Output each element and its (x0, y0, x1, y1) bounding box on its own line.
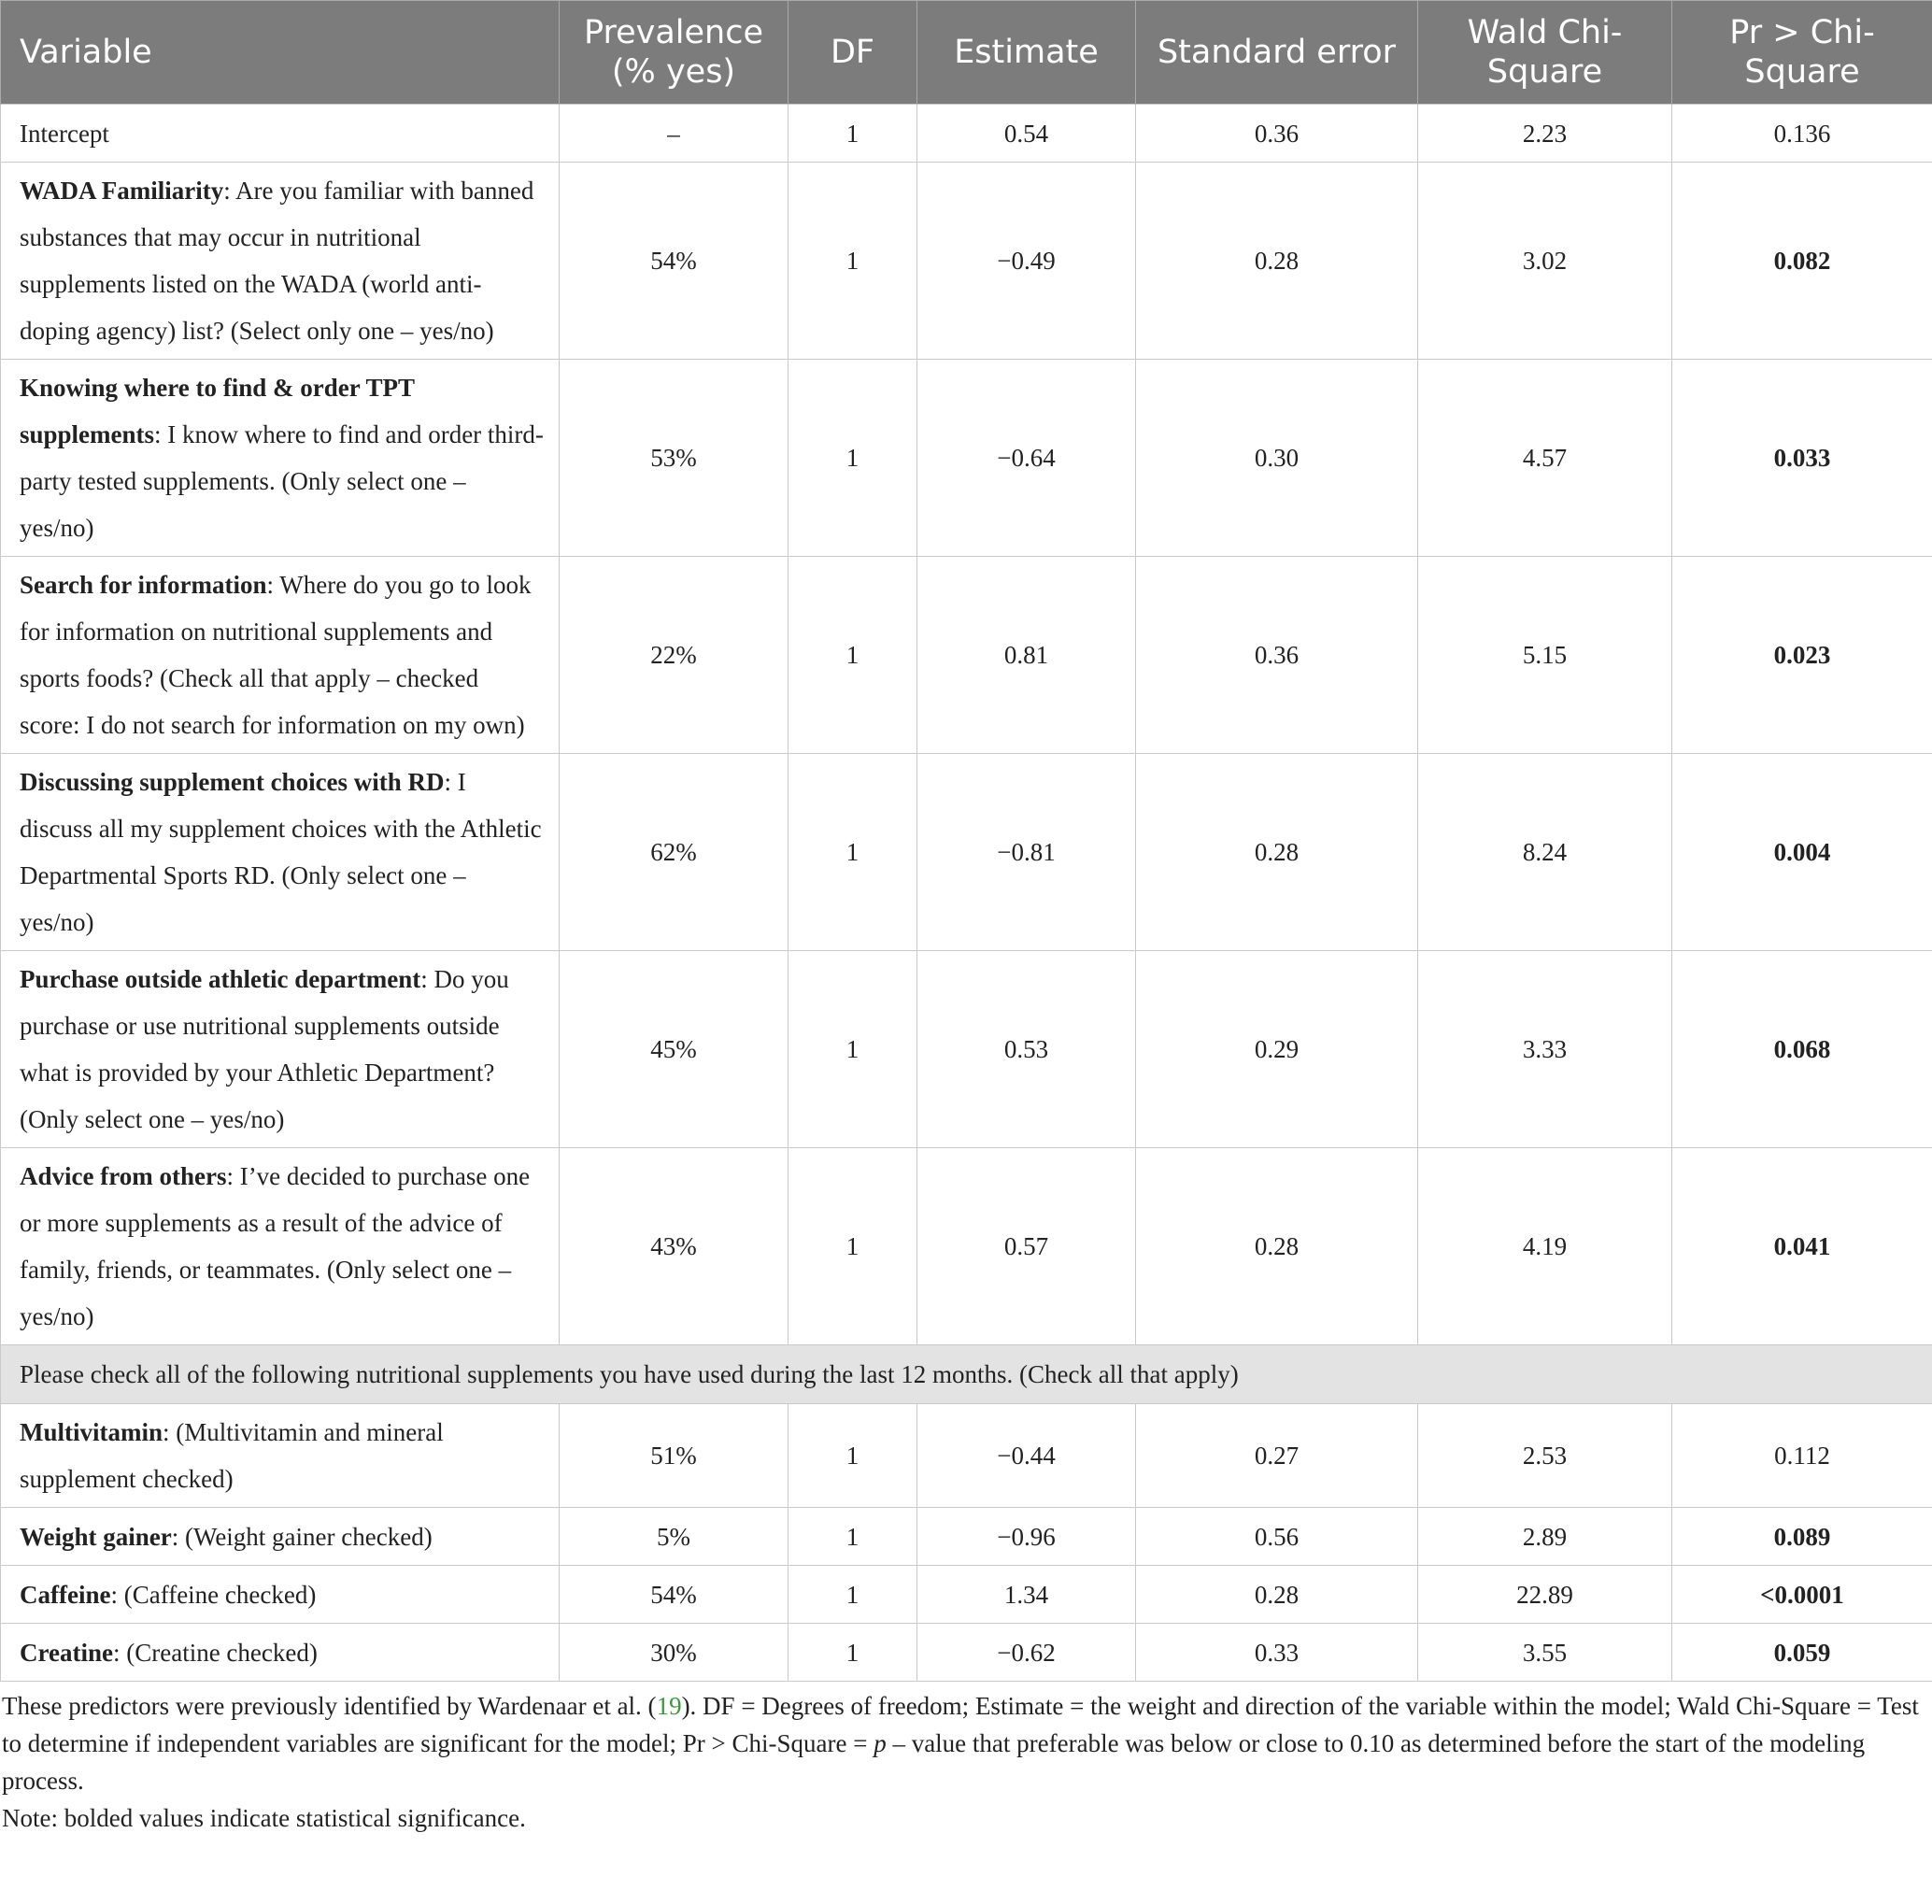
estimate-cell: −0.49 (917, 163, 1136, 360)
variable-cell (1, 557, 560, 754)
wald-cell: 3.55 (1418, 1624, 1672, 1682)
footnote-text: – value that preferable was below or close to 0.10 as determined before the start of the modeling process. (2, 1729, 1866, 1795)
footnote-text: These predictors were previously identified by Wardenaar et al. ( (2, 1692, 657, 1720)
df-cell: 1 (788, 1508, 917, 1566)
standard-error-cell: 0.28 (1136, 163, 1418, 360)
variable-cell (1, 1148, 560, 1345)
wald-cell: 22.89 (1418, 1566, 1672, 1624)
df-cell: 1 (788, 1148, 917, 1345)
variable-description: : I discuss all my supplement choices with the Athletic Departmental Sports RD. (Only select one – yes/no) (20, 768, 542, 936)
df-cell: 1 (788, 105, 917, 163)
prevalence-cell: 51% (560, 1404, 788, 1508)
estimate-cell: −0.44 (917, 1404, 1136, 1508)
p-value-cell: 0.068 (1672, 951, 1932, 1148)
p-value-cell: 0.136 (1672, 105, 1932, 163)
variable-name: Advice from others (20, 1162, 227, 1190)
variable-name: Purchase outside athletic department (20, 965, 421, 993)
prevalence-cell: 5% (560, 1508, 788, 1566)
variable-description: : I’ve decided to purchase one or more supplements as a result of the advice of family, friends, or teammates. (Only select one – yes/no) (20, 1162, 531, 1330)
wald-cell: 3.33 (1418, 951, 1672, 1148)
estimate-cell: 1.34 (917, 1566, 1136, 1624)
header-estimate: Estimate (917, 1, 1136, 105)
estimate-cell: 0.81 (917, 557, 1136, 754)
reference-link[interactable]: 19 (656, 1692, 682, 1720)
wald-cell: 4.19 (1418, 1148, 1672, 1345)
section-row (1, 1345, 1932, 1404)
variable-name: Caffeine (20, 1580, 111, 1609)
estimate-cell: −0.64 (917, 360, 1136, 557)
header-wald-chi-square: Wald Chi-Square (1418, 1, 1672, 105)
table-row (1, 557, 1932, 754)
wald-cell: 5.15 (1418, 557, 1672, 754)
prevalence-cell: 43% (560, 1148, 788, 1345)
df-cell: 1 (788, 360, 917, 557)
df-cell: 1 (788, 754, 917, 951)
df-cell: 1 (788, 951, 917, 1148)
standard-error-cell: 0.33 (1136, 1624, 1418, 1682)
variable-description: : (Caffeine checked) (110, 1580, 317, 1609)
wald-cell: 4.57 (1418, 360, 1672, 557)
estimate-cell: −0.96 (917, 1508, 1136, 1566)
prevalence-cell: 22% (560, 557, 788, 754)
header-df: DF (788, 1, 917, 105)
table-row (1, 360, 1932, 557)
p-value-cell: 0.089 (1672, 1508, 1932, 1566)
variable-name: Discussing supplement choices with RD (20, 768, 445, 796)
variable-name: Weight gainer (20, 1522, 172, 1551)
wald-cell: 3.02 (1418, 163, 1672, 360)
table-row (1, 1566, 1932, 1624)
table-row (1, 105, 1932, 163)
variable-name: Multivitamin (20, 1418, 163, 1446)
variable-cell (1, 1404, 560, 1508)
p-value-cell: 0.023 (1672, 557, 1932, 754)
standard-error-cell: 0.28 (1136, 1148, 1418, 1345)
variable-cell (1, 1508, 560, 1566)
variable-name: Search for information (20, 571, 267, 599)
wald-cell: 2.89 (1418, 1508, 1672, 1566)
p-value-cell: 0.004 (1672, 754, 1932, 951)
estimate-cell: −0.81 (917, 754, 1136, 951)
footnote-text: ). DF = Degrees of freedom; Estimate = the weight and direction of the variable within the model; Wald Chi-Square = Test to determine if independent variables are significant for the model; Pr > Chi-Square = (2, 1692, 1919, 1757)
variable-cell (1, 754, 560, 951)
variable-cell (1, 105, 560, 163)
variable-name: Creatine (20, 1638, 113, 1667)
variable-description: : I know where to find and order third-party tested supplements. (Only select one – yes/no) (20, 420, 544, 542)
prevalence-cell: 45% (560, 951, 788, 1148)
wald-cell: 2.23 (1418, 105, 1672, 163)
df-cell: 1 (788, 557, 917, 754)
wald-cell: 2.53 (1418, 1404, 1672, 1508)
footnote-note: Note: bolded values indicate statistical significance. (2, 1804, 526, 1832)
df-cell: 1 (788, 1624, 917, 1682)
variable-cell (1, 951, 560, 1148)
header-pr-chi-square: Pr > Chi-Square (1672, 1, 1932, 105)
variable-description: : Do you purchase or use nutritional supplements outside what is provided by your Athletic Department? (Only select one – yes/no) (20, 965, 509, 1133)
variable-description: : Where do you go to look for information on nutritional supplements and sports foods? (Check all that apply – checked score: I do not search for information on my own) (20, 571, 532, 739)
p-value-cell: 0.112 (1672, 1404, 1932, 1508)
standard-error-cell: 0.36 (1136, 557, 1418, 754)
table-row (1, 1508, 1932, 1566)
variable-description: Intercept (20, 119, 109, 148)
estimate-cell: −0.62 (917, 1624, 1136, 1682)
standard-error-cell: 0.30 (1136, 360, 1418, 557)
variable-description: : (Weight gainer checked) (171, 1522, 433, 1551)
standard-error-cell: 0.28 (1136, 1566, 1418, 1624)
variable-description: : (Creatine checked) (112, 1638, 318, 1667)
header-row (1, 1, 1932, 105)
variable-cell (1, 1624, 560, 1682)
table-footnote (0, 1682, 1932, 1837)
variable-name: WADA Familiarity (20, 177, 224, 205)
estimate-cell: 0.57 (917, 1148, 1136, 1345)
header-standard-error: Standard error (1136, 1, 1418, 105)
standard-error-cell: 0.27 (1136, 1404, 1418, 1508)
section-label: Please check all of the following nutritional supplements you have used during the last 12 months. (Check all that apply) (1, 1345, 1932, 1404)
table-row (1, 1624, 1932, 1682)
wald-cell: 8.24 (1418, 754, 1672, 951)
p-value-cell: 0.082 (1672, 163, 1932, 360)
df-cell: 1 (788, 1404, 917, 1508)
header-variable: Variable (1, 1, 560, 105)
prevalence-cell: 54% (560, 163, 788, 360)
variable-cell (1, 1566, 560, 1624)
p-value-cell: 0.033 (1672, 360, 1932, 557)
variable-cell (1, 163, 560, 360)
table-row (1, 754, 1932, 951)
standard-error-cell: 0.28 (1136, 754, 1418, 951)
estimate-cell: 0.53 (917, 951, 1136, 1148)
estimate-cell: 0.54 (917, 105, 1136, 163)
prevalence-cell: 54% (560, 1566, 788, 1624)
p-value-cell: 0.059 (1672, 1624, 1932, 1682)
df-cell: 1 (788, 1566, 917, 1624)
p-value-cell: 0.041 (1672, 1148, 1932, 1345)
prevalence-cell: – (560, 105, 788, 163)
prevalence-cell: 30% (560, 1624, 788, 1682)
p-value-cell: <0.0001 (1672, 1566, 1932, 1624)
variable-description: : Are you familiar with banned substances that may occur in nutritional supplements listed on the WADA (world anti-doping agency) list? (Select only one – yes/no) (20, 177, 534, 345)
standard-error-cell: 0.29 (1136, 951, 1418, 1148)
table-row (1, 951, 1932, 1148)
table-row (1, 1404, 1932, 1508)
variable-description: : (Multivitamin and mineral supplement checked) (20, 1418, 444, 1493)
table-row (1, 163, 1932, 360)
variable-name: Knowing where to find & order TPT supplements (20, 374, 415, 448)
header-prevalence: Prevalence (% yes) (560, 1, 788, 105)
standard-error-cell: 0.56 (1136, 1508, 1418, 1566)
table-row (1, 1148, 1932, 1345)
prevalence-cell: 62% (560, 754, 788, 951)
df-cell: 1 (788, 163, 917, 360)
variable-cell (1, 360, 560, 557)
prevalence-cell: 53% (560, 360, 788, 557)
p-symbol: p (874, 1729, 887, 1757)
standard-error-cell: 0.36 (1136, 105, 1418, 163)
